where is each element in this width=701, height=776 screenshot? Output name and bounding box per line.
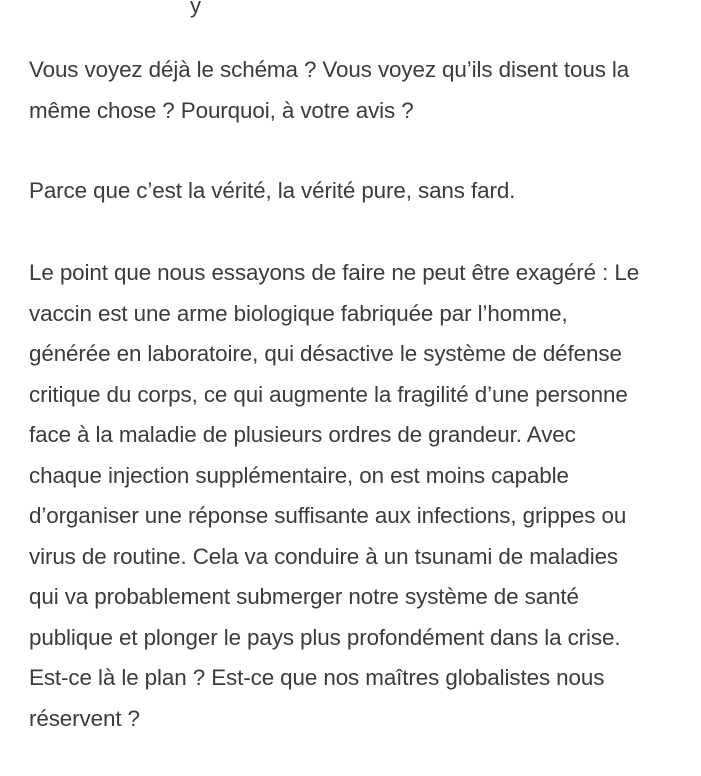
paragraph-line: d’organiser une réponse suffisante aux infections, grippes ou: [29, 503, 627, 528]
paragraph-line: virus de routine. Cela va conduire à un tsunami de maladies: [29, 543, 619, 569]
paragraph-line: face à la maladie de plusieurs ordres de grandeur. Avec: [29, 422, 576, 447]
paragraph-line: Vous voyez déjà le schéma ? Vous voyez qu’ils disent tous la: [29, 57, 630, 82]
cut-off-top-line: y: [190, 0, 201, 18]
paragraph-line: qui va probablement submerger notre système de santé: [29, 584, 579, 609]
paragraph-line: générée en laboratoire, qui désactive le système de défense: [29, 341, 622, 366]
paragraph-line: réservent ?: [29, 705, 140, 731]
paragraph-line: même chose ? Pourquoi, à votre avis ?: [29, 97, 414, 123]
paragraph-line: vaccin est une arme biologique fabriquée par l’homme,: [29, 300, 568, 326]
paragraph-3: [29, 253, 697, 739]
paragraph-line: Est-ce là le plan ? Est-ce que nos maîtres globalistes nous: [29, 665, 605, 690]
paragraph-line: Le point que nous essayons de faire ne peut être exagéré : Le: [29, 260, 640, 285]
paragraph-line: publique et plonger le pays plus profondément dans la crise.: [29, 624, 621, 650]
paragraph-2: [29, 171, 697, 212]
paragraph-line: critique du corps, ce qui augmente la fragilité d’une personne: [29, 381, 628, 407]
article-body: [29, 0, 701, 776]
paragraph-line: chaque injection supplémentaire, on est moins capable: [29, 462, 569, 488]
paragraph-1: [29, 50, 697, 131]
paragraph-line: Parce que c’est la vérité, la vérité pure, sans fard.: [29, 178, 516, 203]
